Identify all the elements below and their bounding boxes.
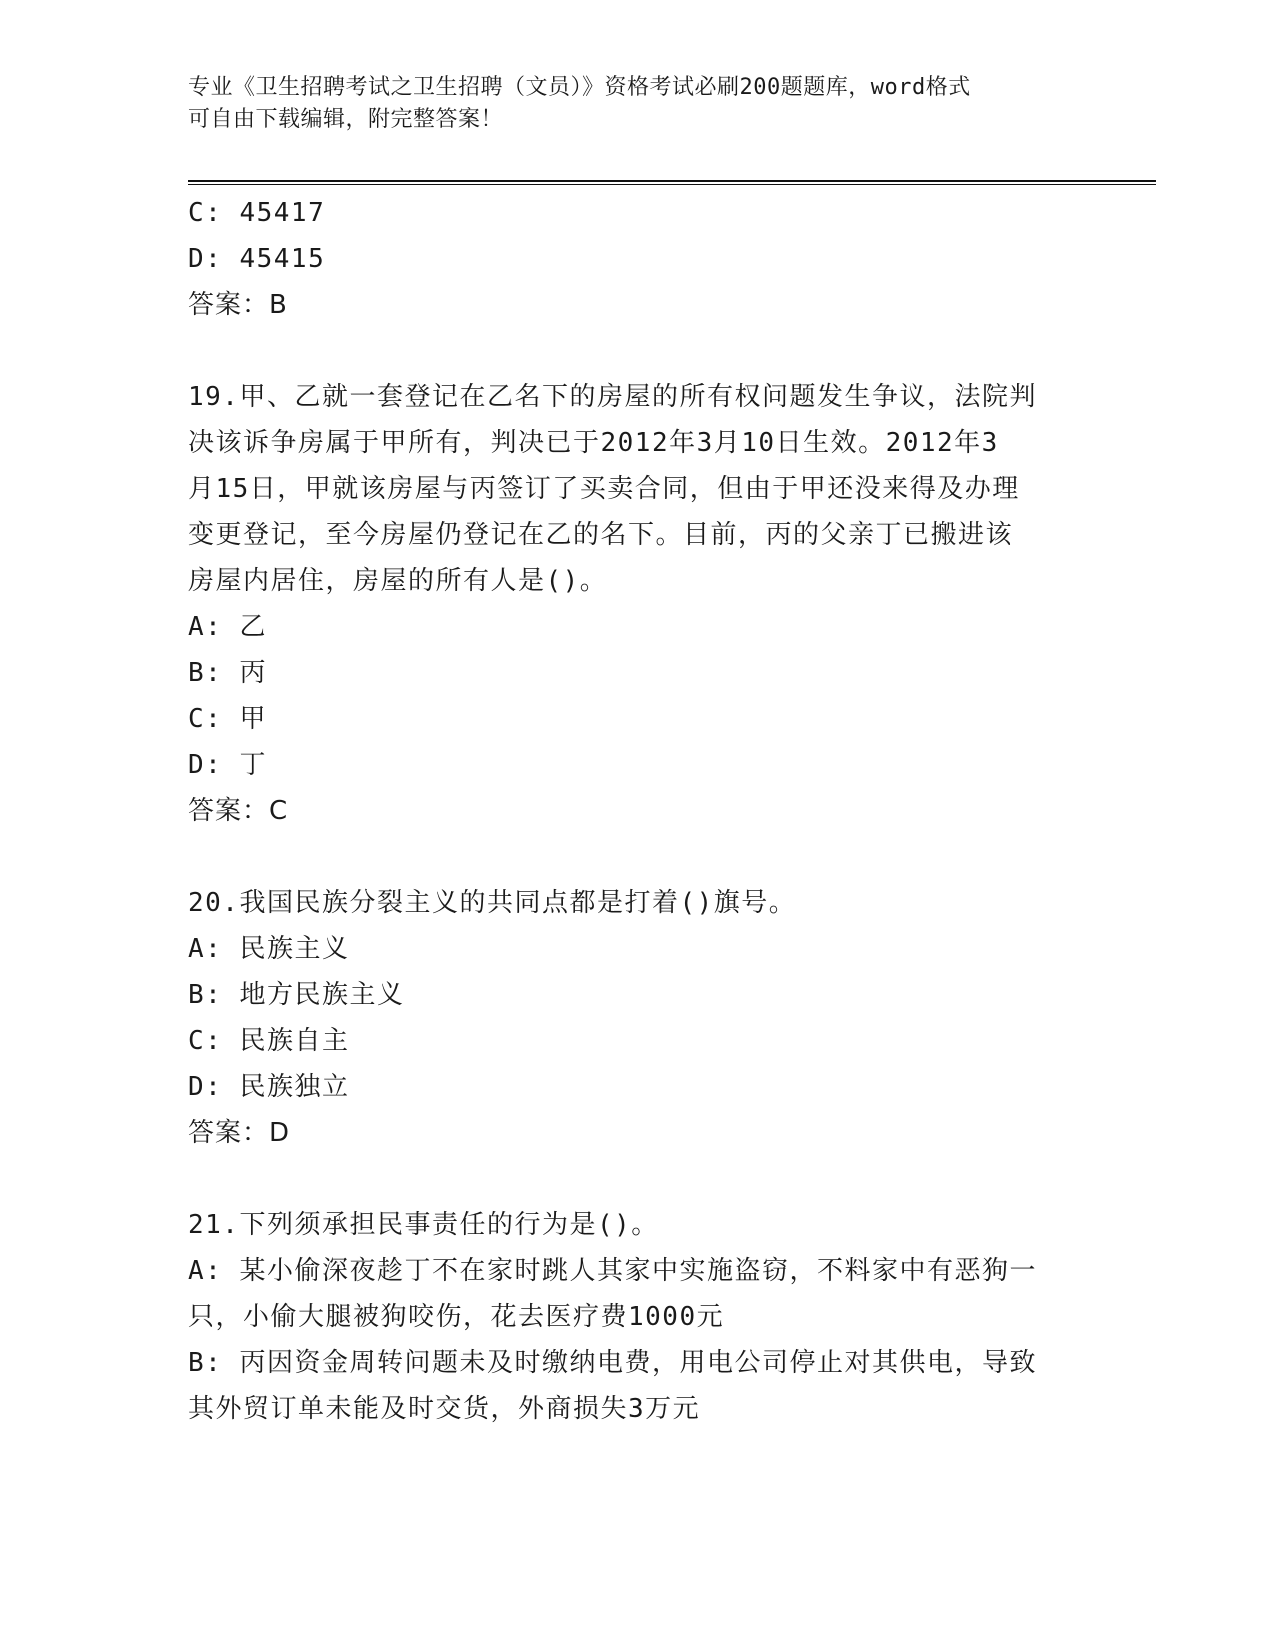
header-divider-thin (188, 184, 1156, 185)
q19-option-d: D: 丁 (188, 750, 267, 780)
q19-stem-line-2: 决该诉争房属于甲所有，判决已于2012年3月10日生效。2012年3 (188, 428, 999, 458)
q21-option-a-line-2: 只，小偷大腿被狗咬伤，花去医疗费1000元 (188, 1302, 725, 1332)
q19-stem-line-5: 房屋内居住，房屋的所有人是()。 (188, 566, 608, 596)
q21-stem: 21.下列须承担民事责任的行为是()。 (188, 1210, 659, 1240)
q18-option-d: D: 45415 (188, 244, 326, 274)
question-content (188, 190, 1078, 1432)
spacer (188, 834, 1078, 880)
q19-stem-line-1: 19.甲、乙就一套登记在乙名下的房屋的所有权问题发生争议，法院判 (188, 382, 1037, 412)
header-title-line-1: 专业《卫生招聘考试之卫生招聘（文员）》资格考试必刷200题题库，word格式 (188, 75, 971, 100)
q21-option-b-line-1: B: 丙因资金周转问题未及时缴纳电费，用电公司停止对其供电，导致 (188, 1348, 1037, 1378)
q20-option-b: B: 地方民族主义 (188, 980, 405, 1010)
q20-option-d: D: 民族独立 (188, 1072, 350, 1102)
q20-answer: 答案：D (188, 1118, 291, 1148)
q21-option-a-line-1: A: 某小偷深夜趁丁不在家时跳人其家中实施盗窃，不料家中有恶狗一 (188, 1256, 1037, 1286)
q21-option-b-line-2: 其外贸订单未能及时交货，外商损失3万元 (188, 1394, 701, 1424)
q19-stem-line-3: 月15日，甲就该房屋与丙签订了买卖合同，但由于甲还没来得及办理 (188, 474, 1020, 504)
q20-option-c: C: 民族自主 (188, 1026, 350, 1056)
q19-option-a: A: 乙 (188, 612, 267, 642)
q19-stem-line-4: 变更登记，至今房屋仍登记在乙的名下。目前，丙的父亲丁已搬进该 (188, 520, 1014, 550)
spacer (188, 328, 1078, 374)
q19-option-b: B: 丙 (188, 658, 267, 688)
q18-option-c: C: 45417 (188, 198, 326, 228)
header-title-line-2: 可自由下载编辑，附完整答案！ (188, 107, 504, 132)
q20-stem: 20.我国民族分裂主义的共同点都是打着()旗号。 (188, 888, 797, 918)
q18-answer: 答案：B (188, 290, 288, 320)
page-header (188, 72, 1068, 136)
header-divider-thick (188, 180, 1156, 182)
spacer (188, 1156, 1078, 1202)
q19-option-c: C: 甲 (188, 704, 267, 734)
q19-answer: 答案：C (188, 796, 289, 826)
q20-option-a: A: 民族主义 (188, 934, 350, 964)
